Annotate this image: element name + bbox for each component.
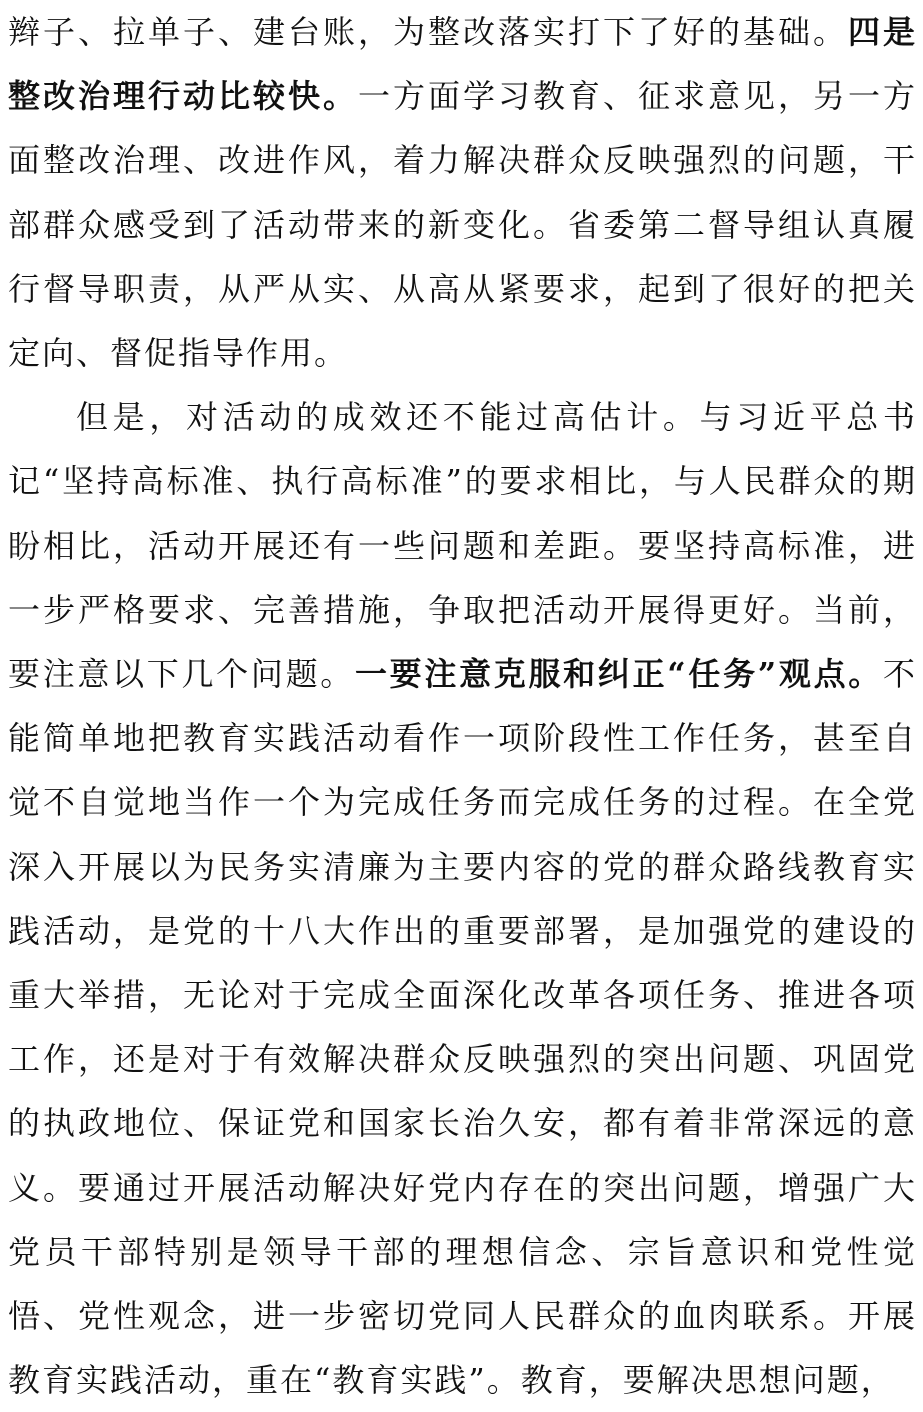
paragraph — [8, 0, 917, 385]
document-body — [8, 0, 917, 1412]
bold-lead-sentence: 一要注意克服和纠正“任务”观点。 — [354, 655, 883, 694]
body-text: 不能简单地把教育实践活动看作一项阶段性工作任务，甚至自觉不自觉地当作一个为完成任务而完成任务的过程。在全党深入开展以为民务实清廉为主要内容的党的群众路线教育实践活动，是党的十八大作出的重要部署，是加强党的建设的重大举措，无论对于完成全面深化改革各项任务、推进各项工作，还是对于有效解决群众反映强烈的突出问题、巩固党的执政地位、保证党和国家长治久安，都有着非常深远的意义。要通过开展活动解决好党内存在的突出问题，增强广大党员干部特别是领导干部的理想信念、宗旨意识和党性觉悟、党性观念，进一步密切党同人民群众的血肉联系。开展教育实践活动，重在“教育实践”。教育，要解决思想问题， — [8, 655, 917, 1400]
body-text: 但是，对活动的成效还不能过高估计。与习近平总书记“坚持高标准、执行高标准”的要求相比，与人民群众的期盼相比，活动开展还有一些问题和差距。要坚持高标准，进一步严格要求、完善措施，争取把活动开展得更好。当前，要注意以下几个问题。 — [8, 398, 917, 694]
bold-lead-sentence: 四是整改治理行动比较快。 — [8, 13, 917, 116]
body-text: 一方面学习教育、征求意见，另一方面整改治理、改进作风，着力解决群众反映强烈的问题，干部群众感受到了活动带来的新变化。省委第二督导组认真履行督导职责，从严从实、从高从紧要求，起到了很好的把关定向、督促指导作用。 — [8, 77, 917, 373]
body-text: 辫子、拉单子、建台账，为整改落实打下了好的基础。 — [8, 13, 848, 51]
paragraph — [8, 385, 917, 1412]
